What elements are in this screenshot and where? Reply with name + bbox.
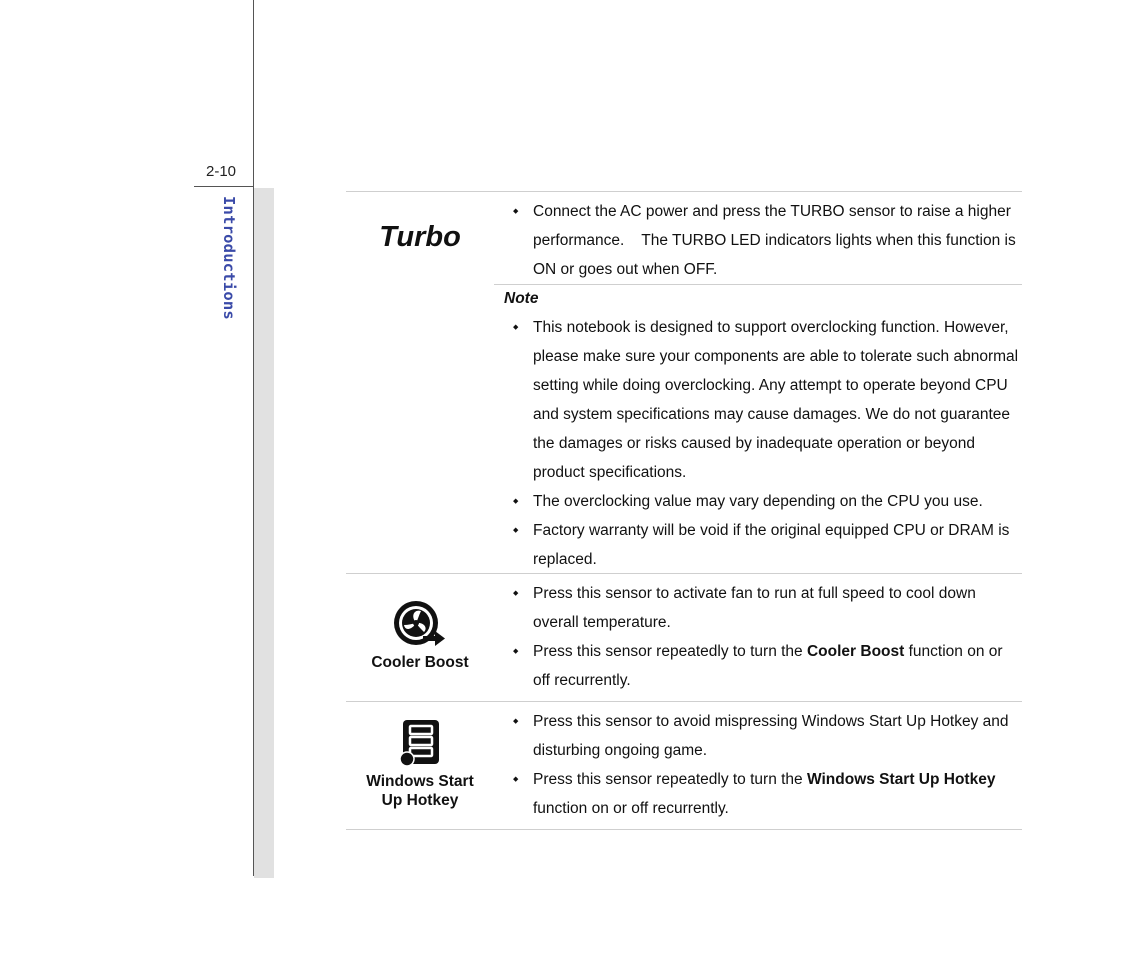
cooler-boost-fan-icon (393, 600, 447, 650)
turbo-title: Turbo (379, 221, 461, 253)
note-bullet: ◆ Factory warranty will be void if the original equipped CPU or DRAM is replaced. (504, 516, 1019, 574)
winkey-bullet: ◆ Press this sensor to avoid mispressing Windows Start Up Hotkey and disturbing ongoing game. (504, 707, 1019, 765)
page-number-rule (194, 186, 254, 187)
turbo-description (504, 197, 1019, 284)
note-bullet: ◆ The overclocking value may vary depending on the CPU you use. (504, 487, 1019, 516)
cooler-bullet: ◆ Press this sensor repeatedly to turn the Cooler Boost function on or off recurrently. (504, 637, 1019, 695)
table-bottom-rule (346, 829, 1022, 830)
winkey-bullet: ◆ Press this sensor repeatedly to turn the Windows Start Up Hotkey function on or off recurrently. (504, 765, 1019, 823)
cooler-bullet: ◆ Press this sensor to activate fan to run at full speed to cool down overall temperature. (504, 579, 1019, 637)
windows-hotkey-description (504, 707, 1019, 823)
windows-hotkey-label: Windows Start Up Hotkey (366, 773, 474, 809)
row-divider-2 (346, 701, 1022, 702)
note-heading: Note (504, 290, 539, 307)
windows-start-up-hotkey-icon (399, 719, 441, 767)
turbo-note (504, 284, 1019, 574)
turbo-bullet: ◆ Connect the AC power and press the TURBO sensor to raise a higher performance. The TURBO LED indicators lights when this function is ON or goes out when OFF. (504, 197, 1019, 284)
note-bullet: ◆ This notebook is designed to support overclocking function. However, please make sure your components are able to tolerate such abnormal setting while doing overclocking. Any attempt to operate beyond CPU and system specifications may cause damages. We do not guarantee the damages or risks caused by inadequate operation or beyond product specifications. (504, 313, 1019, 487)
cooler-boost-description (504, 579, 1019, 695)
cooler-boost-cell (346, 600, 494, 672)
side-band (254, 188, 274, 878)
page-number: 2-10 (206, 163, 237, 180)
section-label: Introductions (220, 196, 238, 320)
table-top-rule (346, 191, 1022, 192)
windows-hotkey-cell (346, 719, 494, 810)
cooler-boost-label: Cooler Boost (371, 654, 469, 671)
